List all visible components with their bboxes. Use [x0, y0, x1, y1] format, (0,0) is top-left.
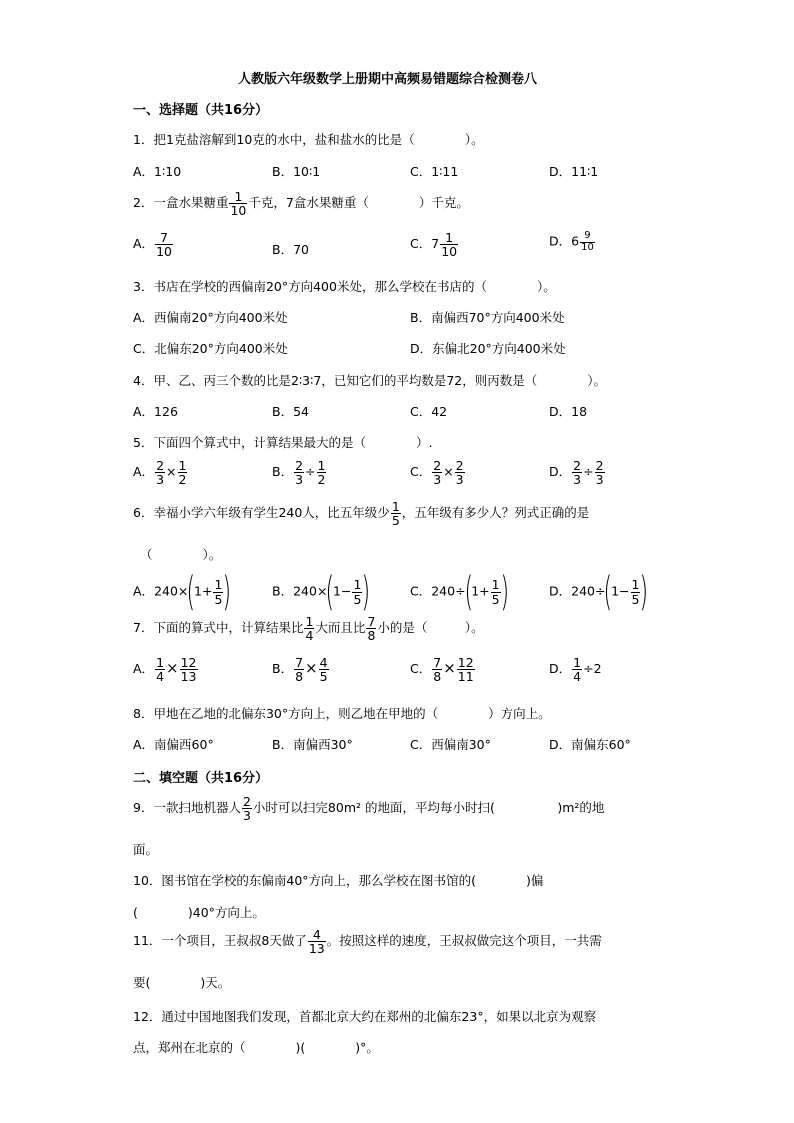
fraction: $\frac{1}{10}$ — [441, 230, 458, 260]
fraction: $\frac{7}{8}$ — [433, 655, 442, 685]
fraction: $\frac{1}{4}$ — [305, 614, 314, 644]
q5-option-b: B． $\frac{2}{3}$ ÷ $\frac{1}{2}$ — [272, 458, 326, 488]
q7-option-d: D． $\frac{1}{4}$ ÷2 — [549, 655, 602, 685]
q2-option-d: D．6 $\frac{9}{10}$ — [549, 230, 594, 253]
fraction: $\frac{4}{13}$ — [308, 927, 325, 957]
fraction: $\frac{9}{10}$ — [581, 230, 594, 253]
q7-option-b: B． $\frac{7}{8}$ × $\frac{4}{5}$ — [272, 655, 328, 685]
fraction: $\frac{2}{3}$ — [242, 794, 251, 824]
question-10-cont: ( )40°方向上。 — [133, 905, 265, 920]
q4-option-c: C．42 — [410, 404, 448, 419]
q4-option-a: A．126 — [133, 404, 178, 419]
fraction: $\frac{7}{8}$ — [295, 655, 304, 685]
question-9-cont: 面。 — [133, 842, 159, 857]
fraction: $\frac{2}{3}$ — [433, 458, 442, 488]
fraction: $\frac{1}{5}$ — [631, 577, 640, 607]
question-3: 3．书店在学校的西偏南20°方向400米处，那么学校在书店的（ ）。 — [133, 279, 556, 294]
q3-option-b: B．南偏西70°方向400米处 — [410, 310, 565, 325]
question-9: 9．一款扫地机器人 $\frac{2}{3}$ 小时可以扫完80m² 的地面，平均每小时扫( )m²的地 — [133, 794, 605, 824]
fraction: $\frac{2}{3}$ — [573, 458, 582, 488]
q5-option-a: A． $\frac{2}{3}$ × $\frac{1}{2}$ — [133, 458, 187, 488]
q2-option-b: B．70 — [272, 242, 309, 257]
q7-option-c: C． $\frac{7}{8}$ × $\frac{12}{11}$ — [410, 655, 474, 685]
q4-option-d: D．18 — [549, 404, 588, 419]
q3-option-d: D．东偏北20°方向400米处 — [410, 341, 566, 356]
q3-option-a: A．西偏南20°方向400米处 — [133, 310, 288, 325]
q6-option-b: B．240×(1− $\frac{1}{5}$ ) — [272, 569, 371, 615]
question-12-cont: 点，郑州在北京的（ )( )°。 — [133, 1040, 379, 1055]
q8-option-b: B．南偏西30° — [272, 737, 353, 752]
q8-option-a: A．南偏西60° — [133, 737, 214, 752]
fraction: $\frac{1}{5}$ — [391, 499, 400, 529]
q2-option-a: A． $\frac{7}{10}$ — [133, 230, 172, 260]
q6-option-d: D．240÷(1− $\frac{1}{5}$ ) — [549, 569, 649, 615]
q3-option-c: C．北偏东20°方向400米处 — [133, 341, 288, 356]
q1-option-c: C．1∶11 — [410, 164, 459, 179]
fraction: $\frac{1}{5}$ — [491, 577, 500, 607]
fraction: $\frac{4}{5}$ — [319, 655, 328, 685]
q1-option-b: B．10∶1 — [272, 164, 321, 179]
section-heading-choice: 一、选择题（共16分） — [133, 103, 269, 118]
question-7: 7．下面的算式中，计算结果比 $\frac{1}{4}$ 大而且比 $\frac{7}{8}$ 小的是（ ）。 — [133, 614, 484, 644]
q5-option-d: D． $\frac{2}{3}$ ÷ $\frac{2}{3}$ — [549, 458, 604, 488]
fraction: $\frac{2}{3}$ — [595, 458, 604, 488]
q4-option-b: B．54 — [272, 404, 309, 419]
q7-option-a: A． $\frac{1}{4}$ × $\frac{12}{13}$ — [133, 655, 197, 685]
fraction: $\frac{1}{5}$ — [353, 577, 362, 607]
q6-option-a: A．240×(1+ $\frac{1}{5}$ ) — [133, 569, 232, 615]
fraction: $\frac{7}{10}$ — [156, 230, 172, 260]
fraction: $\frac{12}{13}$ — [180, 655, 197, 685]
question-6-blank: （ ）。 — [140, 547, 222, 562]
fraction: $\frac{1}{2}$ — [317, 458, 326, 488]
fraction: $\frac{1}{4}$ — [573, 655, 582, 685]
q8-option-c: C．西偏南30° — [410, 737, 491, 752]
fraction: $\frac{1}{4}$ — [156, 655, 165, 685]
question-2: 2．一盒水果糖重 $\frac{1}{10}$ 千克，7盒水果糖重（ ）千克。 — [133, 189, 469, 219]
question-8: 8．甲地在乙地的北偏东30°方向上，则乙地在甲地的（ ）方向上。 — [133, 706, 551, 721]
fraction: $\frac{1}{5}$ — [214, 577, 223, 607]
fraction: $\frac{1}{2}$ — [178, 458, 187, 488]
question-11-cont: 要( )天。 — [133, 975, 231, 990]
q6-option-c: C．240÷(1+ $\frac{1}{5}$ ) — [410, 569, 509, 615]
q1-option-a: A．1∶10 — [133, 164, 182, 179]
question-4: 4．甲、乙、丙三个数的比是2∶3∶7，已知它们的平均数是72，则丙数是（ ）。 — [133, 373, 606, 388]
question-11: 11．一个项目，王叔叔8天做了 $\frac{4}{13}$ 。按照这样的速度，王叔叔做完这个项目，一共需 — [133, 927, 602, 957]
q2-option-c: C．7 $\frac{1}{10}$ — [410, 230, 458, 260]
fraction: $\frac{2}{3}$ — [156, 458, 165, 488]
q8-option-d: D．南偏东60° — [549, 737, 631, 752]
section-heading-fill: 二、填空题（共16分） — [133, 771, 269, 786]
q1-option-d: D．11∶1 — [549, 164, 599, 179]
fraction: $\frac{2}{3}$ — [455, 458, 464, 488]
fraction: $\frac{1}{10}$ — [230, 189, 247, 219]
question-1: 1．把1克盐溶解到10克的水中，盐和盐水的比是（ ）。 — [133, 132, 484, 147]
question-6: 6．幸福小学六年级有学生240人，比五年级少 $\frac{1}{5}$ ，五年级有多少人？列式正确的是 — [133, 499, 590, 529]
question-10: 10．图书馆在学校的东偏南40°方向上，那么学校在图书馆的( )偏 — [133, 873, 544, 888]
q5-option-c: C． $\frac{2}{3}$ × $\frac{2}{3}$ — [410, 458, 464, 488]
fraction: $\frac{2}{3}$ — [295, 458, 304, 488]
page-title: 人教版六年级数学上册期中高频易错题综合检测卷八 — [238, 72, 538, 87]
fraction: $\frac{7}{8}$ — [367, 614, 376, 644]
question-12: 12．通过中国地图我们发现，首都北京大约在郑州的北偏东23°，如果以北京为观察 — [133, 1009, 597, 1024]
fraction: $\frac{12}{11}$ — [457, 655, 474, 685]
question-5: 5．下面四个算式中，计算结果最大的是（ ）. — [133, 435, 433, 450]
